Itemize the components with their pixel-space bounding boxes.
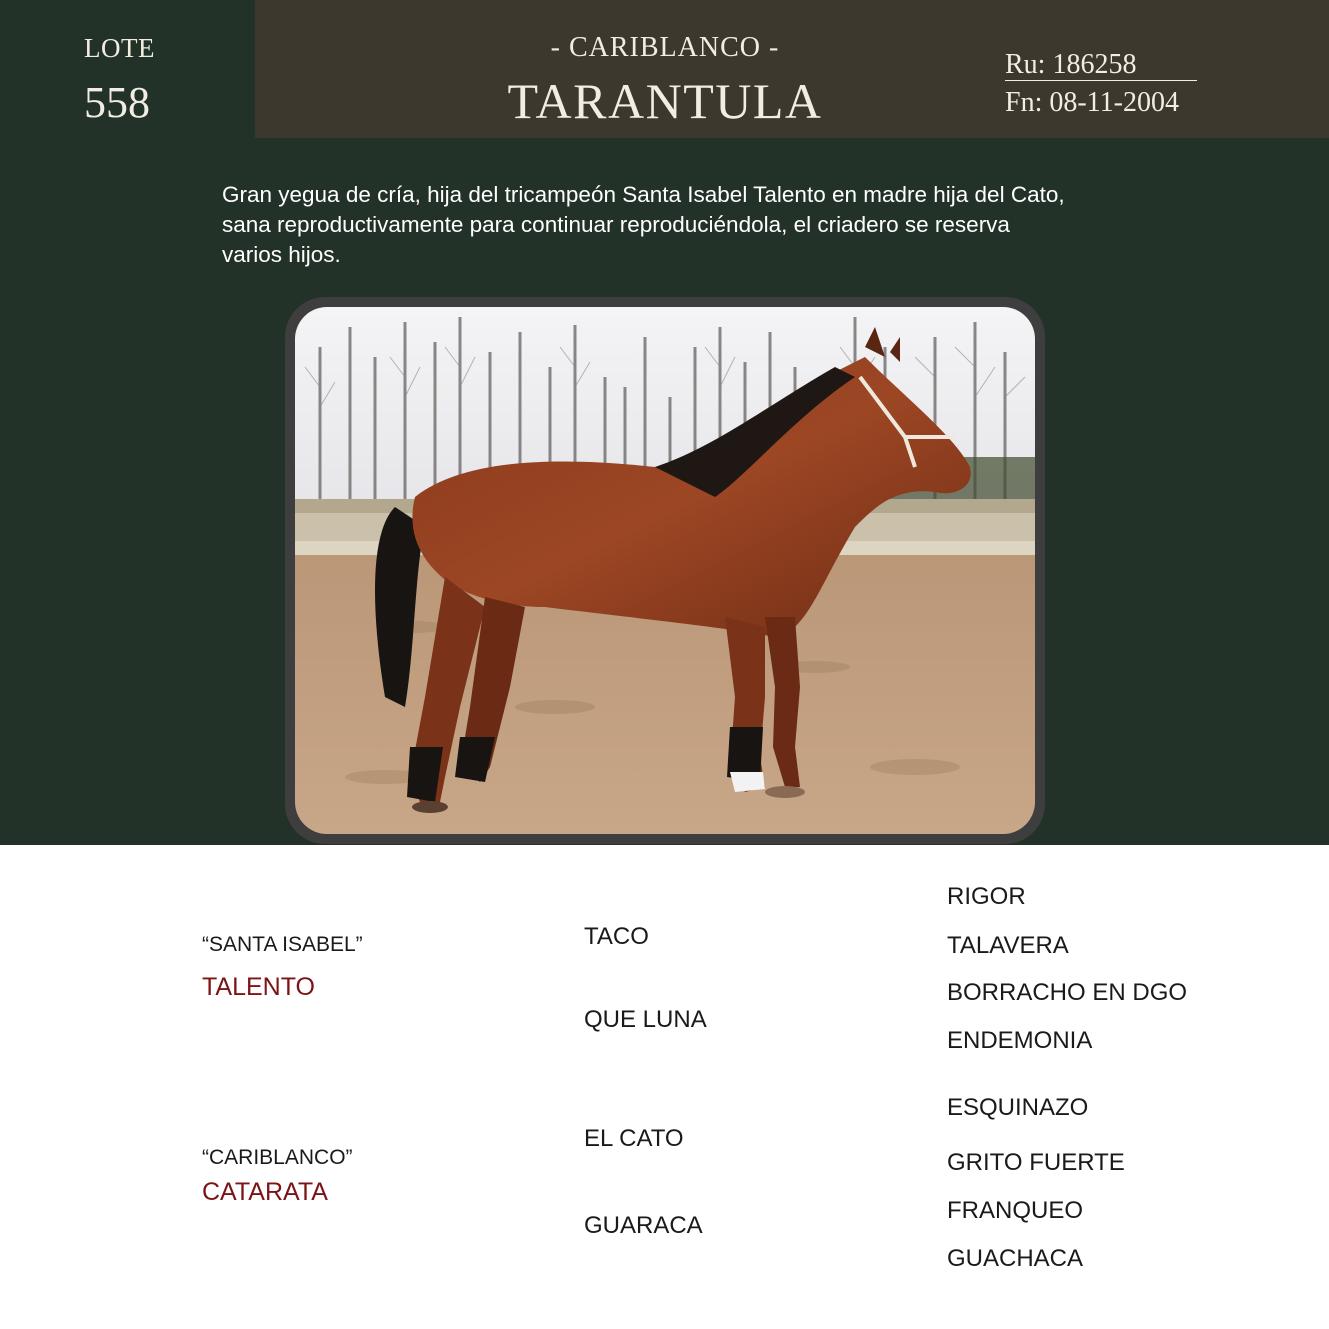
great-granddam-1: TALAVERA: [947, 932, 1069, 959]
lot-number: 558: [84, 78, 150, 127]
horse-photo: [295, 307, 1035, 834]
maternal-grandsire: EL CATO: [584, 1125, 684, 1152]
great-grandsire-3: ESQUINAZO: [947, 1094, 1089, 1121]
great-granddam-4: GUACHACA: [947, 1245, 1084, 1272]
horse-description: Gran yegua de cría, hija del tricampeón Santa Isabel Talento en madre hija del Cato, sana reproductivamente para continuar reproduciéndola, el criadero se reserva varios hijos.: [222, 182, 1065, 267]
lot-label: LOTE: [84, 33, 155, 63]
paternal-granddam: QUE LUNA: [584, 1006, 707, 1033]
breeder-name: - CARIBLANCO -: [550, 32, 780, 63]
great-granddam-3: GRITO FUERTE: [947, 1149, 1125, 1176]
horse-name: TARANTULA: [507, 73, 823, 129]
sire-name: TALENTO: [202, 973, 315, 1001]
great-grandsire-2: BORRACHO EN DGO: [947, 979, 1188, 1006]
paternal-grandsire: TACO: [584, 923, 649, 950]
dam-prefix: “CARIBLANCO”: [202, 1146, 353, 1169]
great-grandsire-1: RIGOR: [947, 883, 1026, 910]
maternal-granddam: GUARACA: [584, 1212, 703, 1239]
sire-prefix: “SANTA ISABEL”: [202, 933, 363, 956]
dam-name: CATARATA: [202, 1178, 328, 1206]
registration-number: Ru: 186258: [1005, 50, 1197, 81]
great-grandsire-4: FRANQUEO: [947, 1197, 1084, 1224]
great-granddam-2: ENDEMONIA: [947, 1027, 1093, 1054]
photo-frame: [285, 297, 1045, 844]
birth-date: Fn: 08-11-2004: [1005, 87, 1179, 118]
